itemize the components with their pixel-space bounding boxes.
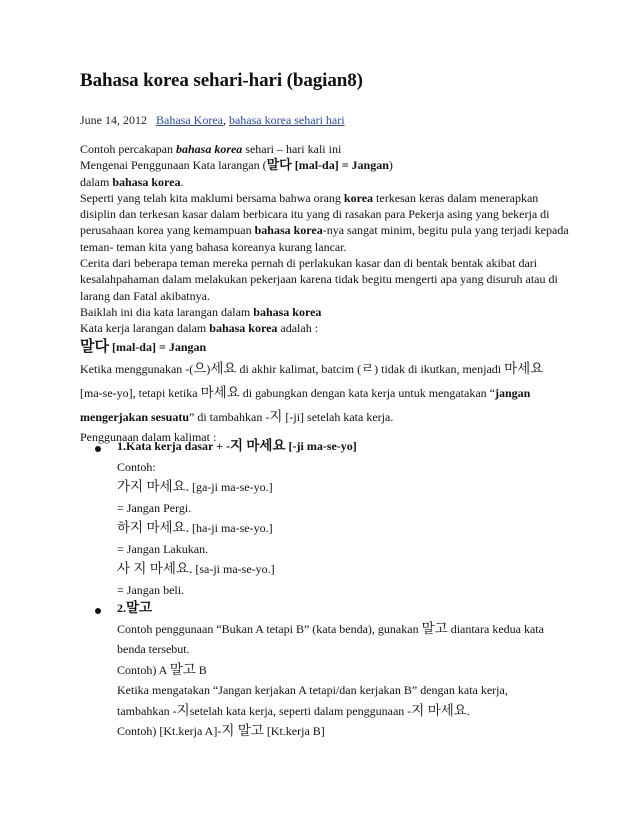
category-link-bahasa-korea[interactable]: Bahasa Korea (156, 113, 223, 127)
bullet-icon (95, 608, 101, 614)
post-meta (80, 113, 345, 128)
item1-heading: 1.Kata kerja dasar + -지 마세요 [-ji ma-se-yo] (117, 438, 357, 453)
usage-heading: Penggunaan dalam kalimat : (80, 429, 217, 444)
usage-line-3: mengerjakan sesuatu” di tambahkan -지 [-ji] setelah kata kerja. (80, 408, 394, 424)
item1-contoh: Contoh: (117, 459, 156, 474)
item2-line-2: benda tersebut. (117, 642, 190, 656)
item2-line-5: tambahkan -지setelah kata kerja, seperti dalam penggunaan -지 마세요. (117, 702, 470, 718)
item2-line-6: Contoh) [Kt.kerja A]-지 말고 [Kt.kerja B] (117, 723, 325, 738)
example-1-translation: = Jangan Pergi. (117, 500, 192, 515)
item2-line-3: Contoh) A 말고 B (117, 661, 207, 677)
example-2: 하지 마세요. [ha-ji ma-se-yo.] (117, 520, 273, 535)
paragraph-stories: Cerita dari beberapa teman mereka pernah di perlakukan kasar dan di bentak bentak akibat dari kesalahpahaman dalam melakukan pekerjaan karena tidak begitu mengerti apa yang disuruh atau di larang dan Fatal akibatnya. (80, 256, 558, 303)
category-link-bahasa-korea-sehari-hari[interactable]: bahasa korea sehari hari (228, 113, 345, 127)
paragraph-kata-kerja: Kata kerja larangan dalam bahasa korea adalah : (80, 321, 319, 336)
item2-line-1: Contoh penggunaan “Bukan A tetapi B” (kata benda), gunakan 말고 diantara kedua kata (117, 620, 544, 636)
intro-line-1: Contoh percakapan bahasa korea sehari – hari kali ini (80, 142, 342, 156)
usage-line-1: Ketika menggunakan -(으)세요 di akhir kalimat, batcim (ㄹ) tidak di ikutkan, menjadi 마세요 (80, 360, 544, 376)
item2-heading: 2.말고 (117, 600, 153, 615)
heading-malda: 말다 [mal-da] = Jangan (80, 338, 207, 355)
post-body (80, 141, 570, 445)
post-title: Bahasa korea sehari-hari (bagian8) (80, 70, 363, 91)
post-date: June 14, 2012 (80, 113, 147, 127)
paragraph-larangan: Baiklah ini dia kata larangan dalam bahasa korea (80, 304, 322, 319)
example-2-translation: = Jangan Lakukan. (117, 541, 209, 556)
usage-line-2: [ma-se-yo], tetapi ketika 마세요 di gabungkan dengan kata kerja untuk mengatakan “jangan (80, 384, 531, 400)
bullet-icon (95, 446, 101, 452)
intro-line-2: Mengenai Penggunaan Kata larangan (말다 [mal-da] = Jangan) (80, 157, 393, 173)
example-3-translation: = Jangan beli. (117, 582, 185, 597)
example-1: 가지 마세요. [ga-ji ma-se-yo.] (117, 479, 273, 494)
paragraph-discipline: Seperti yang telah kita maklumi bersama bahwa orang korea terkesan keras dalam menerapkan disiplin dan terkesan kasar dalam berbicara itu yang di rasakan para Pekerja asing yang bekerja di perusahaan korea yang kemampuan bahasa korea-nya sangat minim, begitu pula yang terjadi kepada teman- teman kita yang bahasa koreanya kurang lancar. (80, 190, 569, 254)
intro-line-3: dalam bahasa korea. (80, 174, 184, 189)
category-separator: , (222, 113, 226, 127)
example-3: 사 지 마세요. [sa-ji ma-se-yo.] (117, 561, 275, 576)
item2-line-4: Ketika mengatakan “Jangan kerjakan A tetapi/dan kerjakan B” dengan kata kerja, (117, 683, 508, 697)
